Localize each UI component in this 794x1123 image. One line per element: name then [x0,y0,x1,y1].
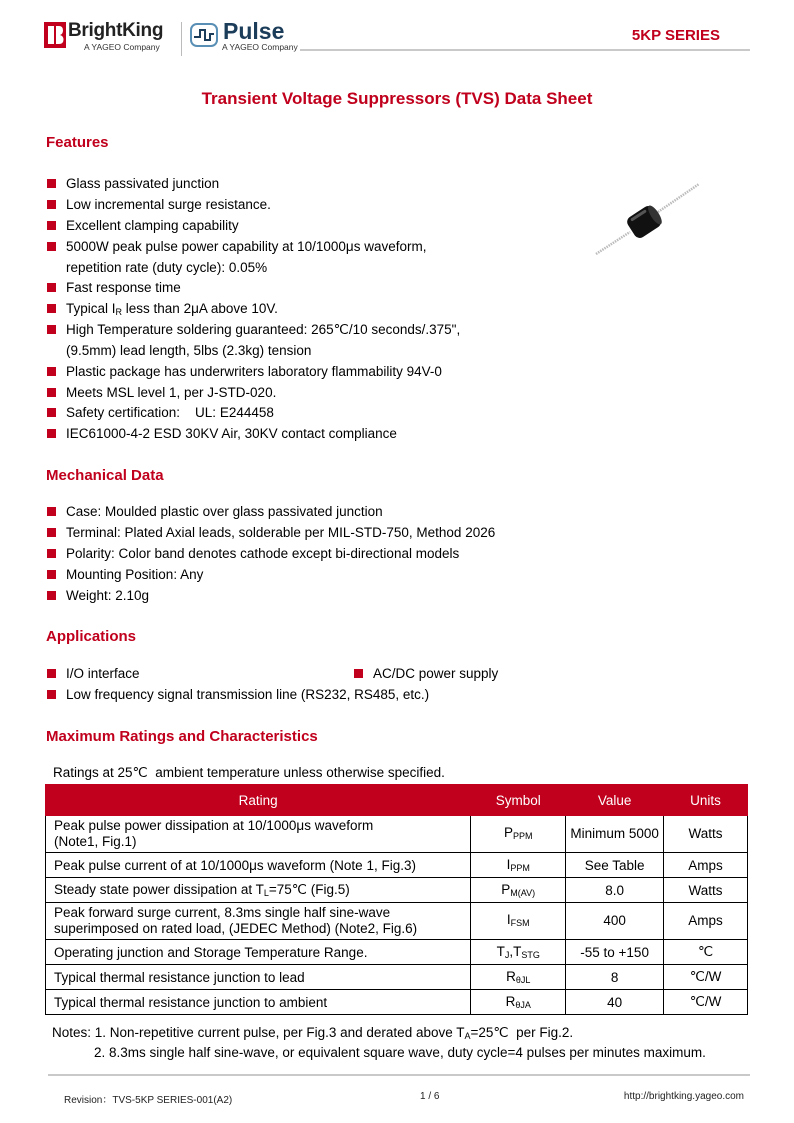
table-header-row [46,785,748,816]
value-cell: 400 [566,903,664,940]
bullet-icon [47,200,56,209]
symbol-cell: $P_{M(AV)}$ [471,878,566,903]
table-row [46,965,748,990]
bullet-icon [47,325,56,334]
symbol-cell: $I_{FSM}$ [471,903,566,940]
value-cell: 8.0 [566,878,664,903]
rating-cell: Peak pulse power dissipation at 10/1000μs waveform (Note1, Fig.1) [46,816,471,853]
applications-heading: Applications [46,628,137,645]
bullet-icon [47,242,56,251]
units-cell: ℃ [664,940,748,965]
value-cell: See Table [566,853,664,878]
brightking-name: BrightKing [68,20,164,41]
symbol-cell: $R_{\theta JL}$ [471,965,566,990]
column-header-symbol: Symbol [471,785,566,816]
rating-cell: Operating junction and Storage Temperature Range. [46,940,471,965]
note-1: Notes: 1. Non-repetitive current pulse, per Fig.3 and derated above $T_A=25℃$ per Fig.2. [52,1025,574,1041]
footer-rule [48,1074,750,1076]
symbol-cell: $R_{\theta JA}$ [471,990,566,1015]
pulse-name: Pulse [223,18,285,44]
bullet-icon [354,669,363,678]
bullet-icon [47,304,56,313]
table-row [46,990,748,1015]
value-cell: 8 [566,965,664,990]
bullet-icon [47,570,56,579]
bullet-icon [47,179,56,188]
table-row [46,903,748,940]
column-header-rating: Rating [46,785,471,816]
brightking-logo-icon [44,22,66,48]
series-label: 5KP SERIES [631,27,720,44]
symbol-cell: $I_{PPM}$ [471,853,566,878]
symbol-cell: $P_{PPM}$ [471,816,566,853]
units-cell: ℃/W [664,965,748,990]
logo-divider [181,22,182,56]
diode-component-image [594,182,702,258]
header-rule [300,49,750,51]
footer-page-number: 1 / 6 [420,1091,440,1102]
value-cell: 40 [566,990,664,1015]
bullet-icon [47,528,56,537]
bullet-icon [47,367,56,376]
bullet-icon [47,429,56,438]
rating-cell: Typical thermal resistance junction to lead [46,965,471,990]
value-cell: Minimum 5000 [566,816,664,853]
footer-revision: Revision：TVS-5KP SERIES-001(A2) [64,1095,233,1106]
footer-url-link[interactable]: http://brightking.yageo.com [623,1091,744,1102]
mechanical-heading: Mechanical Data [46,467,164,484]
list-item-continuation: (9.5mm) lead length, 5lbs (2.3kg) tension [66,343,312,358]
page-title: Transient Voltage Suppressors (TVS) Data Sheet [201,89,593,108]
symbol-cell: $T_J,T_{STG}$ [471,940,566,965]
units-cell: Amps [664,903,748,940]
pulse-logo-icon [190,23,218,47]
table-row [46,816,748,853]
ratings-heading: Maximum Ratings and Characteristics [46,728,318,745]
table-row [46,878,748,903]
bullet-icon [47,388,56,397]
units-cell: Amps [664,853,748,878]
pulse-logo [190,20,302,56]
ratings-table [45,784,748,1015]
bullet-icon [47,507,56,516]
bullet-icon [47,408,56,417]
pulse-subtitle: A YAGEO Company [222,42,298,52]
brightking-logo [44,20,176,56]
brightking-subtitle: A YAGEO Company [84,42,160,52]
bullet-icon [47,549,56,558]
bullet-icon [47,591,56,600]
rating-cell: Typical thermal resistance junction to ambient [46,990,471,1015]
list-item-continuation: repetition rate (duty cycle): 0.05% [66,260,268,275]
features-heading: Features [46,134,109,151]
table-row [46,940,748,965]
units-cell: Watts [664,816,748,853]
bullet-icon [47,690,56,699]
bullet-icon [47,283,56,292]
rating-cell: Peak pulse current of at 10/1000μs waveform (Note 1, Fig.3) [46,853,471,878]
units-cell: ℃/W [664,990,748,1015]
rating-cell: Steady state power dissipation at $T_L=75℃$ (Fig.5) [46,878,471,903]
bullet-icon [47,669,56,678]
rating-cell: Peak forward surge current, 8.3ms single half sine-wave superimposed on rated load, (JEDEC Method) (Note2, Fig.6) [46,903,471,940]
bullet-icon [47,221,56,230]
ratings-intro: Ratings at 25℃ ambient temperature unless otherwise specified. [53,765,445,780]
column-header-value: Value [566,785,664,816]
table-row [46,853,748,878]
note-2: 2. 8.3ms single half sine-wave, or equivalent square wave, duty cycle=4 pulses per minutes maximum. [94,1045,706,1060]
units-cell: Watts [664,878,748,903]
value-cell: -55 to +150 [566,940,664,965]
column-header-units: Units [664,785,748,816]
